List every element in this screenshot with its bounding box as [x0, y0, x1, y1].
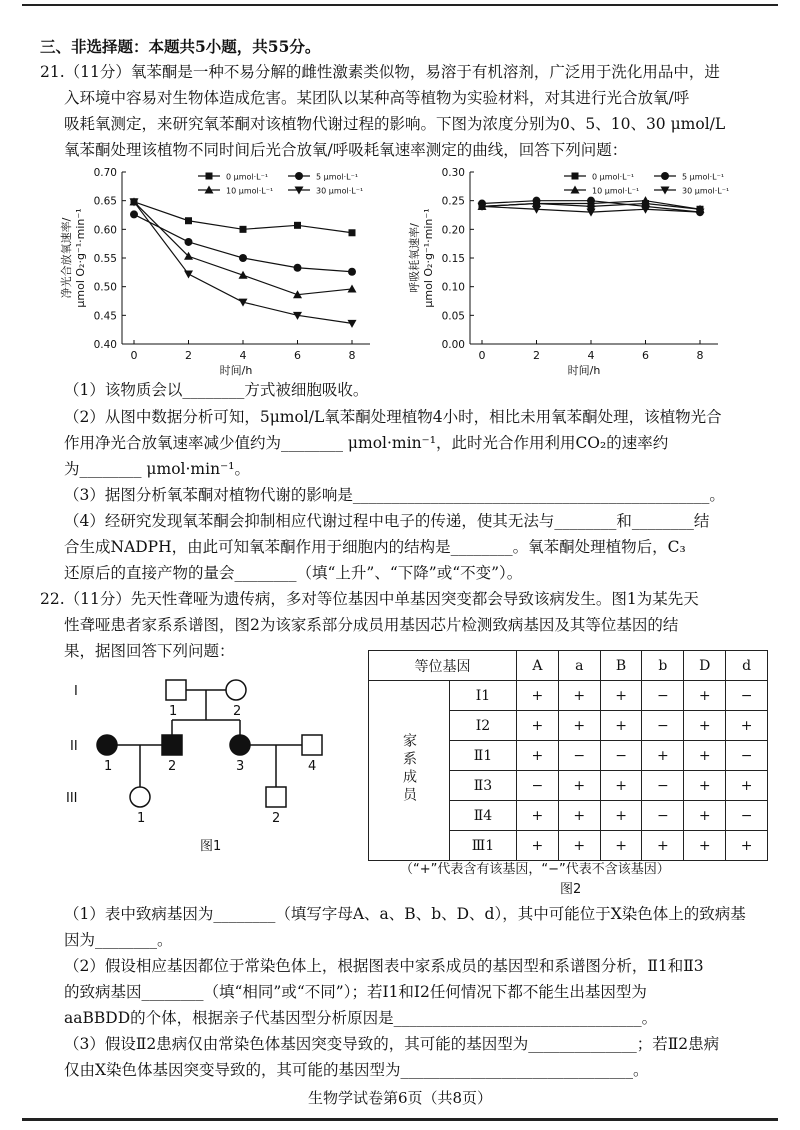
y-tick-label: 0.05 [441, 310, 465, 323]
y-tick-label: 0.00 [441, 339, 465, 351]
row-group-label: 家系成员 [369, 681, 450, 861]
pedigree-I2-female [226, 680, 246, 700]
label-III1: 1 [137, 811, 146, 826]
table-header-label: 等位基因 [369, 651, 517, 681]
y-tick-label: 0.25 [441, 195, 465, 208]
table-row: Ⅰ2 + + + − + + [369, 711, 768, 741]
data-point [348, 320, 357, 328]
data-point [130, 210, 138, 218]
table-row: Ⅲ1 + + + + + + [369, 831, 768, 861]
table-row: Ⅱ4 + + + − + − [369, 801, 768, 831]
q22-intro-line-1: 22.（11分）先天性聋哑为遗传病，多对等位基因中单基因突变都会导致该病发生。图1为某先天 [40, 590, 699, 608]
q21-question-2a: （2）从图中数据分析可知，5μmol/L氧苯酮处理植物4小时，相比未用氧苯酮处理，该植物光合 [64, 408, 722, 426]
table-row: Ⅱ3 − + + − + + [369, 771, 768, 801]
y-tick-label: 0.45 [93, 310, 117, 323]
q22-intro-line-2: 性聋哑患者家系系谱图，图2为该家系部分成员用基因芯片检测致病基因及其等位基因的结 [64, 616, 679, 634]
q21-intro-line-4: 氧苯酮处理该植物不同时间后光合放氧/呼吸耗氧速率测定的曲线，回答下列问题： [64, 141, 628, 159]
gen-label-III: III [66, 791, 78, 806]
data-point [294, 264, 302, 272]
legend-label: 0 μmol·L⁻¹ [226, 172, 269, 182]
pedigree-II2-affected-male [162, 735, 182, 755]
q21-question-4c: 还原后的直接产物的量会________（填“上升”、“下降”或“不变”）。 [64, 564, 523, 582]
y-tick-label: 0.65 [93, 195, 117, 208]
y-tick-label: 0.50 [93, 281, 117, 294]
data-point [348, 268, 356, 276]
gen-label-II: II [70, 739, 78, 754]
q21-intro-line-1: 21.（11分）氧苯酮是一种不易分解的雌性激素类似物，易溶于有机溶剂，广泛用于洗化用品中，进 [40, 63, 720, 81]
x-tick-label: 4 [239, 349, 247, 362]
table-note: （“+”代表含有该基因，“−”代表不含该基因） [400, 862, 670, 877]
chart-respiration [408, 158, 748, 380]
label-II2: 2 [168, 759, 177, 774]
pedigree-chart [40, 660, 350, 860]
chart-photosynthesis-svg [60, 158, 400, 376]
table-row: 家系成员 Ⅰ1 + + + − + − [369, 681, 768, 711]
label-II4: 4 [308, 759, 317, 774]
data-point [294, 222, 301, 229]
label-II1: 1 [104, 759, 113, 774]
gene-header: b [642, 651, 684, 681]
legend-label: 5 μmol·L⁻¹ [682, 172, 725, 182]
section-header: 三、非选择题：本题共5小题，共55分。 [40, 37, 321, 56]
q21-question-4b: 合生成NADPH，由此可知氧苯酮作用于细胞内的结构是________。氧苯酮处理植物后，C₃ [64, 538, 686, 556]
y-axis-label: μmol O₂·g⁻¹·min⁻¹ [422, 208, 435, 308]
legend-label: 30 μmol·L⁻¹ [682, 186, 730, 196]
x-tick-label: 4 [587, 349, 595, 362]
figure-1-caption: 图1 [200, 839, 222, 854]
pedigree-III1-female [130, 787, 150, 807]
q22-intro-line-3: 果，据图回答下列问题： [64, 642, 235, 660]
gene-chip-table [368, 650, 768, 861]
q22-question-3b: 仅由X染色体基因突变导致的，其可能的基因型为______________________________。 [64, 1061, 649, 1079]
x-axis-label: 时间/h [219, 364, 253, 376]
y-axis-label: μmol O₂·g⁻¹·min⁻¹ [74, 208, 87, 308]
chart-respiration-svg [408, 158, 748, 376]
data-point [185, 238, 193, 246]
q22-question-2b: 的致病基因________（填“相同”或“不同”）；若Ⅰ1和Ⅰ2任何情况下都不能生出基因型为 [64, 983, 647, 1001]
q22-question-1a: （1）表中致病基因为________（填写字母A、a、B、b、D、d），其中可能位于X染色体上的致病基 [64, 905, 746, 923]
x-tick-label: 2 [533, 349, 540, 362]
y-axis-label: 净光合放氧速率/ [60, 217, 73, 299]
table-header-row [369, 651, 768, 681]
pedigree-II1-affected-female [97, 735, 117, 755]
y-tick-label: 0.40 [93, 339, 117, 351]
label-II3: 3 [236, 759, 245, 774]
gene-header: B [600, 651, 642, 681]
x-tick-label: 6 [294, 349, 301, 362]
series-0 [131, 198, 356, 236]
x-tick-label: 8 [696, 349, 704, 362]
pedigree-I1-male [166, 680, 186, 700]
legend-marker [572, 173, 579, 180]
data-point [185, 217, 192, 224]
bottom-rule [22, 1118, 778, 1121]
data-point [348, 284, 357, 292]
x-tick-label: 6 [642, 349, 649, 362]
y-tick-label: 0.10 [441, 281, 465, 294]
label-III2: 2 [272, 811, 281, 826]
y-tick-label: 0.60 [93, 224, 117, 237]
pedigree-II4-male [302, 735, 322, 755]
q21-question-3: （3）据图分析氧苯酮对植物代谢的影响是______________________________________________。 [64, 486, 725, 504]
pedigree-II3-affected-female [230, 735, 250, 755]
gene-header: a [558, 651, 600, 681]
legend [198, 172, 363, 196]
page-footer: 生物学试卷第6页（共8页） [307, 1089, 493, 1107]
y-tick-label: 0.15 [441, 253, 465, 265]
gen-label-I: I [74, 684, 78, 699]
figure-2-caption: 图2 [560, 882, 582, 897]
data-point [587, 209, 596, 217]
legend-label: 10 μmol·L⁻¹ [226, 186, 274, 196]
data-point [184, 271, 193, 279]
x-tick-label: 0 [478, 349, 486, 362]
series-3 [130, 198, 357, 328]
series-line [134, 214, 352, 271]
series-line [134, 202, 352, 295]
q21-question-2b: 作用净光合放氧速率减少值约为________ μmol·min⁻¹，此时光合作用利用CO₂的速率约 [64, 434, 669, 452]
gene-header: A [517, 651, 559, 681]
gene-header: d [726, 651, 768, 681]
x-tick-label: 8 [348, 349, 356, 362]
x-tick-label: 2 [185, 349, 192, 362]
q21-question-1: （1）该物质会以________方式被细胞吸收。 [64, 381, 369, 399]
chart-photosynthesis [60, 158, 400, 380]
y-tick-label: 0.55 [93, 253, 117, 265]
top-rule [22, 4, 778, 6]
y-tick-label: 0.30 [441, 167, 465, 179]
data-point [349, 229, 356, 236]
q22-question-1b: 因为________。 [64, 931, 173, 949]
y-axis-label: 呼吸耗氧速率/ [408, 223, 421, 293]
q21-question-2c: 为________ μmol·min⁻¹。 [64, 460, 250, 478]
table-row: Ⅱ1 + − − + + − [369, 741, 768, 771]
legend-marker [661, 172, 669, 180]
q22-question-2c: aaBBDD的个体，根据亲子代基因型分析原因是________________________________。 [64, 1009, 658, 1027]
x-axis-label: 时间/h [567, 364, 601, 376]
q22-question-3a: （3）假设Ⅱ2患病仅由常染色体基因突变导致的，其可能的基因型为______________；若Ⅱ2患病 [64, 1035, 720, 1053]
q22-question-2a: （2）假设相应基因都位于常染色体上，根据图表中家系成员的基因型和系谱图分析，Ⅱ1和Ⅱ3 [64, 957, 704, 975]
pedigree-III2-male [266, 787, 286, 807]
legend-marker [295, 172, 303, 180]
q21-intro-line-3: 吸耗氧测定，来研究氧苯酮对该植物代谢过程的影响。下图为浓度分别为0、5、10、30 μmol/L [64, 115, 726, 133]
legend [564, 172, 729, 196]
legend-label: 0 μmol·L⁻¹ [592, 172, 635, 182]
legend-marker [206, 173, 213, 180]
legend-label: 5 μmol·L⁻¹ [316, 172, 359, 182]
label-I2: 2 [233, 704, 242, 719]
q21-intro-line-2: 入环境中容易对生物体造成危害。某团队以某种高等植物为实验材料，对其进行光合放氧/呼 [64, 89, 690, 107]
data-point [240, 226, 247, 233]
label-I1: 1 [169, 704, 178, 719]
y-tick-label: 0.70 [93, 167, 117, 179]
series-1 [130, 210, 356, 275]
legend-label: 30 μmol·L⁻¹ [316, 186, 364, 196]
x-tick-label: 0 [130, 349, 138, 362]
legend-label: 10 μmol·L⁻¹ [592, 186, 640, 196]
gene-header: D [684, 651, 726, 681]
q21-question-4a: （4）经研究发现氧苯酮会抑制相应代谢过程中电子的传递，使其无法与________和________结 [64, 512, 710, 530]
y-tick-label: 0.20 [441, 224, 465, 237]
data-point [239, 254, 247, 262]
